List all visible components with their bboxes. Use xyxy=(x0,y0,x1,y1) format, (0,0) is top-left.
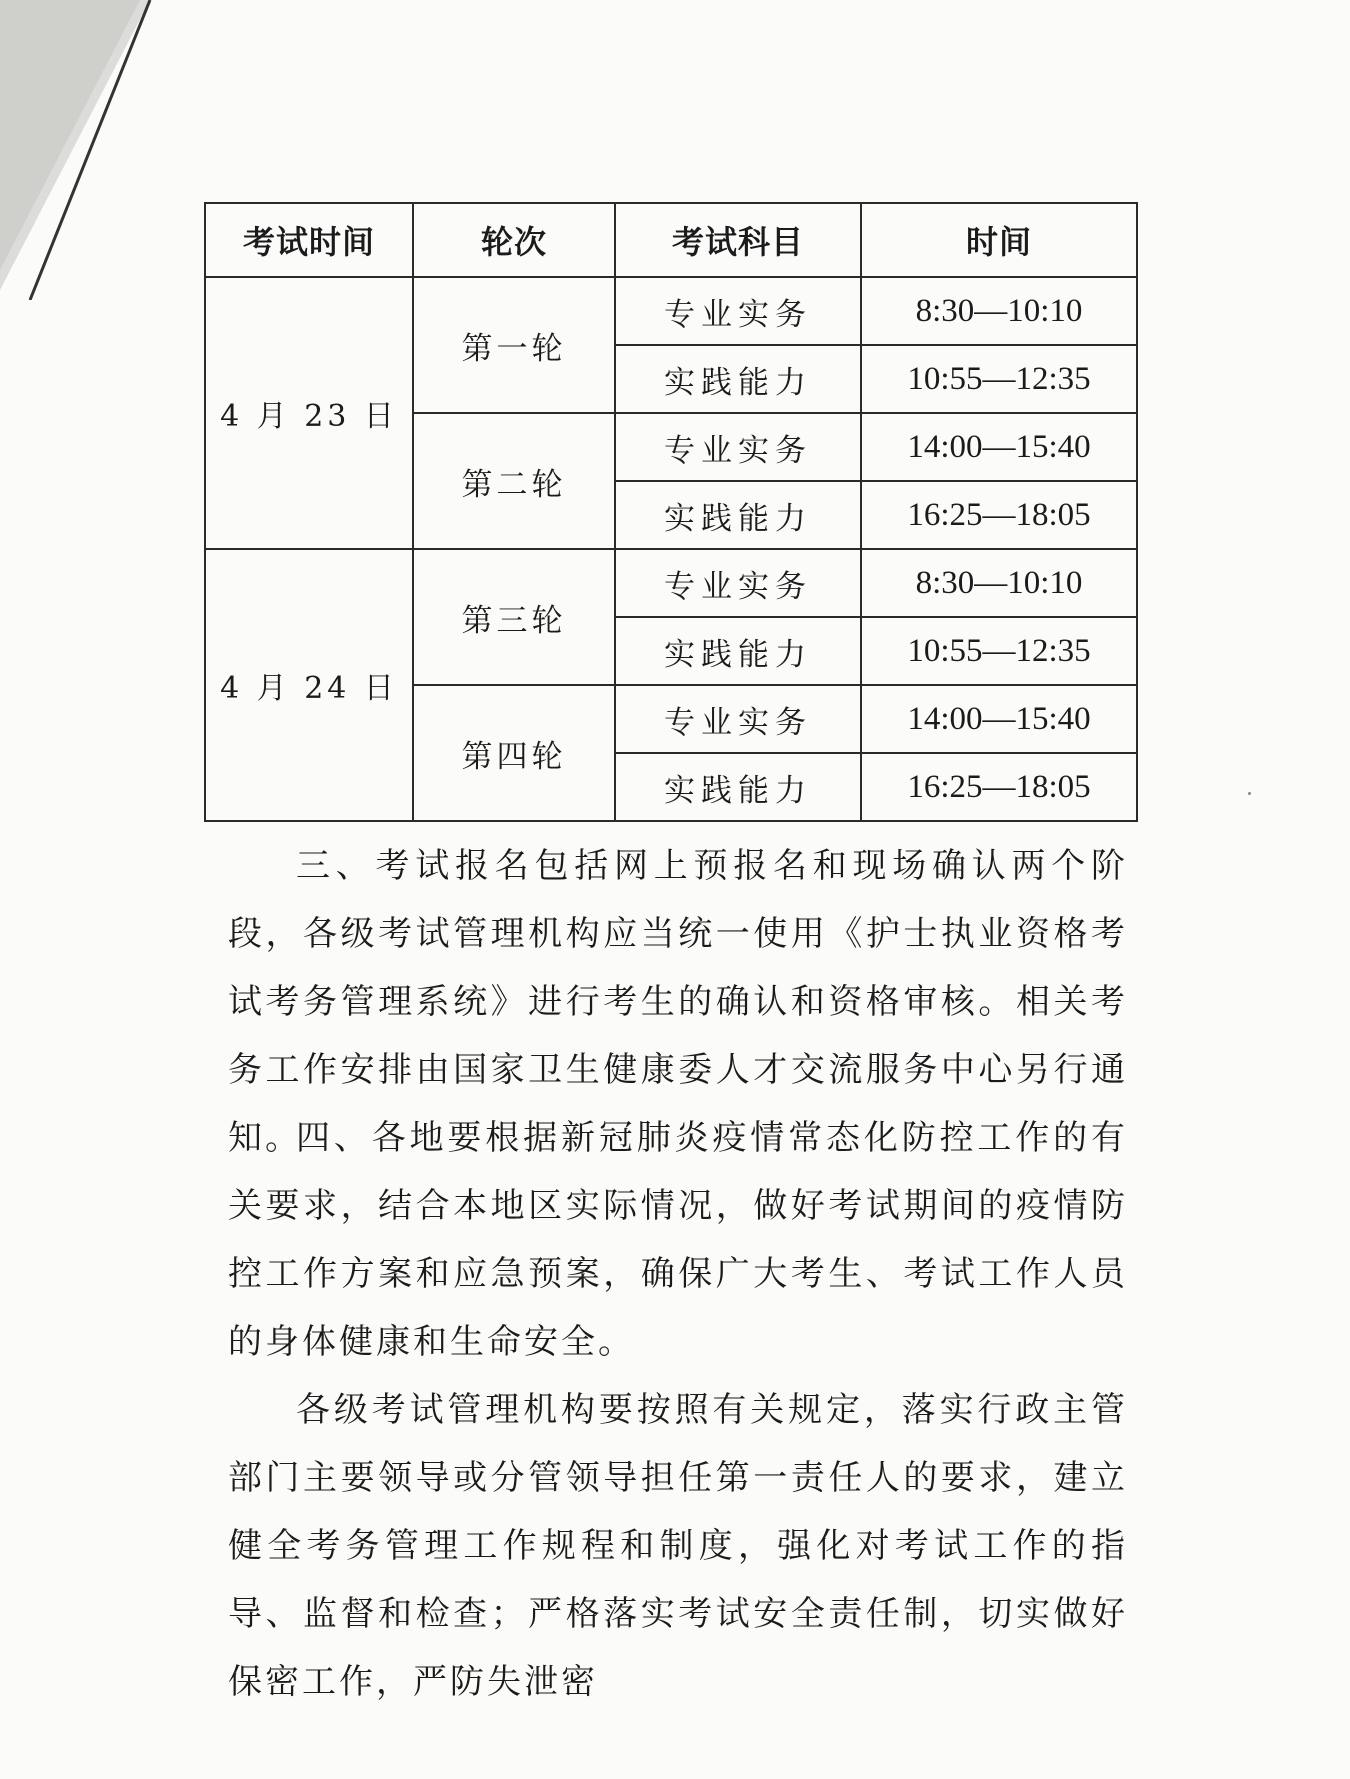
subject-cell: 专业实务 xyxy=(615,549,861,617)
round-cell: 第四轮 xyxy=(413,685,615,821)
header-round: 轮次 xyxy=(413,203,615,277)
time-cell: 8:30—10:10 xyxy=(861,549,1137,617)
subject-cell: 专业实务 xyxy=(615,413,861,481)
time-cell: 14:00—15:40 xyxy=(861,685,1137,753)
paragraph-registration: 三、考试报名包括网上预报名和现场确认两个阶段，各级考试管理机构应当统一使用《护士执业资格考试考务管理系统》进行考生的确认和资格审核。相关考务工作安排由国家卫生健康委人才交流服务中心另行通知。 xyxy=(228,846,1128,1158)
header-exam-date: 考试时间 xyxy=(205,203,413,277)
header-subject: 考试科目 xyxy=(615,203,861,277)
time-cell: 16:25—18:05 xyxy=(861,481,1137,549)
table-row xyxy=(205,549,1137,617)
page-fold-shadow xyxy=(0,0,170,300)
time-cell: 8:30—10:10 xyxy=(861,277,1137,345)
round-cell: 第三轮 xyxy=(413,549,615,685)
round-cell: 第二轮 xyxy=(413,413,615,549)
time-cell: 16:25—18:05 xyxy=(861,753,1137,821)
exam-schedule-table xyxy=(204,202,1138,822)
exam-date-cell: 4 月 23 日 xyxy=(205,277,413,549)
subject-cell: 专业实务 xyxy=(615,685,861,753)
subject-cell: 实践能力 xyxy=(615,345,861,413)
subject-cell: 实践能力 xyxy=(615,753,861,821)
paragraph-management-duties: 各级考试管理机构要按照有关规定，落实行政主管部门主要领导或分管领导担任第一责任人的要求，建立健全考务管理工作规程和制度，强化对考试工作的指导、监督和检查；严格落实考试安全责任制，切实做好保密工作，严防失泄密 xyxy=(228,1390,1128,1702)
round-cell: 第一轮 xyxy=(413,277,615,413)
paragraph-epidemic-control: 四、各地要根据新冠肺炎疫情常态化防控工作的有关要求，结合本地区实际情况，做好考试期间的疫情防控工作方案和应急预案，确保广大考生、考试工作人员的身体健康和生命安全。 xyxy=(228,1118,1128,1362)
time-cell: 10:55—12:35 xyxy=(861,345,1137,413)
subject-cell: 实践能力 xyxy=(615,617,861,685)
time-cell: 14:00—15:40 xyxy=(861,413,1137,481)
header-time: 时间 xyxy=(861,203,1137,277)
table-row xyxy=(205,277,1137,345)
subject-cell: 专业实务 xyxy=(615,277,861,345)
exam-date-cell: 4 月 24 日 xyxy=(205,549,413,821)
time-cell: 10:55—12:35 xyxy=(861,617,1137,685)
paper-speck xyxy=(1248,792,1251,795)
table-header-row xyxy=(205,203,1137,277)
subject-cell: 实践能力 xyxy=(615,481,861,549)
